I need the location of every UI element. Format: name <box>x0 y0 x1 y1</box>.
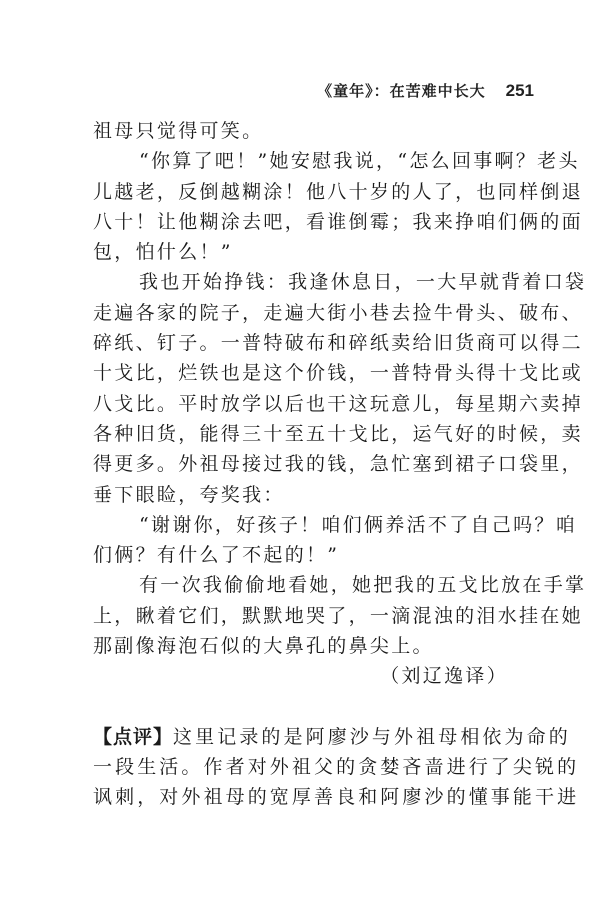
text-line: 们俩？有什么了不起的！” <box>93 544 340 567</box>
text-line: 包，怕什么！” <box>93 241 233 264</box>
text-line: 碎纸、钉子。一普特破布和碎纸卖给旧货商可以得二 <box>93 332 583 355</box>
text-line: 有一次我偷偷地看她，她把我的五戈比放在手掌 <box>139 574 587 597</box>
main-text <box>93 116 587 813</box>
text-line: “谢谢你，好孩子！咱们俩养活不了自己吗？咱 <box>139 513 578 536</box>
text-line: 垂下眼睑，夸奖我： <box>93 483 285 506</box>
running-header <box>317 80 534 101</box>
commentary-line <box>93 722 571 752</box>
commentary-label: 【点评】 <box>93 725 174 748</box>
text-line: 我也开始挣钱：我逢休息日，一大早就背着口袋 <box>139 271 587 294</box>
text-line: 十戈比，烂铁也是这个价钱，一普特骨头得十戈比或 <box>93 362 583 385</box>
text-line: 儿越老，反倒越糊涂！他八十岁的人了，也同样倒退 <box>93 180 583 203</box>
text-line: 祖母只觉得可笑。 <box>93 120 264 142</box>
text-line: 得更多。外祖母接过我的钱，急忙塞到裙子口袋里， <box>93 453 583 476</box>
section-gap <box>93 692 536 722</box>
commentary-line: 讽刺，对外祖母的宽厚善良和阿廖沙的懂事能干进 <box>93 786 580 809</box>
running-title: 《童年》：在苦难中长大 <box>317 82 486 100</box>
page-number: 251 <box>505 81 534 100</box>
text-line: “你算了吧！”她安慰我说，“怎么回事啊？老头 <box>139 150 580 173</box>
text-line: 八十！让他糊涂去吧，看谁倒霉；我来挣咱们俩的面 <box>93 210 583 233</box>
commentary-text: 这里记录的是阿廖沙与外祖母相依为命的 <box>173 725 571 748</box>
text-line: 各种旧货，能得三十至五十戈比，运气好的时候，卖 <box>93 422 583 445</box>
text-line: 那副像海泡石似的大鼻孔的鼻尖上。 <box>93 635 434 658</box>
text-line: 上，瞅着它们，默默地哭了，一滴混浊的泪水挂在她 <box>93 604 583 627</box>
text-line: 八戈比。平时放学以后也干这玩意儿，每星期六卖掉 <box>93 392 583 415</box>
translator-credit: （刘辽逸译） <box>380 665 508 688</box>
commentary-line: 一段生活。作者对外祖父的贪婪吝啬进行了尖锐的 <box>93 755 580 778</box>
text-line: 走遍各家的院子，走遍大街小巷去捡牛骨头、破布、 <box>93 301 583 324</box>
